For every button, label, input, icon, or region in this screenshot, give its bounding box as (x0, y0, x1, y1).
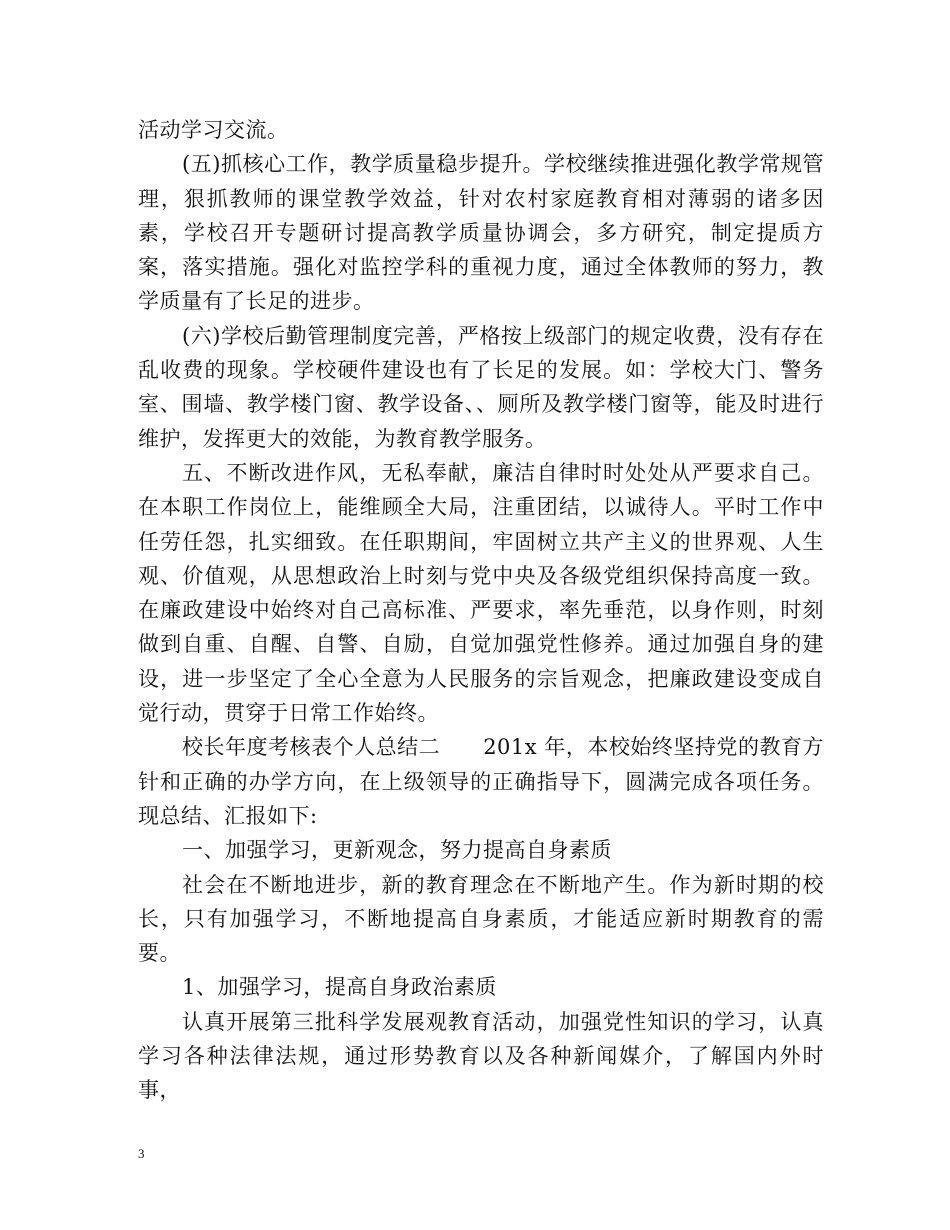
section-heading-study: 一、加强学习，更新观念，努力提高自身素质 (182, 838, 612, 863)
document-body (138, 113, 824, 1108)
paragraph-continuation: 活动学习交流。 (138, 118, 289, 142)
page-number: 3 (138, 1146, 145, 1161)
paragraph-political-study: 认真开展第三批科学发展观教育活动，加强党性知识的学习，认真学习各种法律法规，通过形势教育以及各种新闻媒介，了解国内外时事， (138, 1009, 824, 1103)
paragraph-summary-two-intro: 校长年度考核表个人总结二 201x 年，本校始终坚持党的教育方针和正确的办学方向，在上级领导的正确指导下，圆满完成各项任务。现总结、汇报如下: (138, 735, 824, 828)
paragraph-teaching-quality: (五)抓核心工作，教学质量稳步提升。学校继续推进强化教学常规管理，狠抓教师的课堂教学效益，针对农村家庭教育相对薄弱的诸多因素，学校召开专题研讨提高教学质量协调会，多方研究，制定提质方案，落实措施。强化对监控学科的重视力度，通过全体教师的努力，教学质量有了长足的进步。 (138, 152, 824, 314)
paragraph-work-style: 五、不断改进作风，无私奉献，廉洁自律时时处处从严要求自己。在本职工作岗位上，能维顾全大局，注重团结，以诚待人。平时工作中任劳任怨，扎实细致。在任职期间，牢固树立共产主义的世界观、人生观、价值观，从思想政治上时刻与党中央及各级党组织保持高度一致。在廉政建设中始终对自己高标准、严要求，率先垂范，以身作则，时刻做到自重、自醒、自警、自励，自觉加强党性修养。通过加强自身的建设，进一步坚定了全心全意为人民服务的宗旨观念，把廉政建设变成自觉行动，贯穿于日常工作始终。 (138, 460, 824, 726)
subheading-political-quality: 1、加强学习，提高自身政治素质 (182, 975, 497, 1000)
paragraph-logistics: (六)学校后勤管理制度完善，严格按上级部门的规定收费，没有存在乱收费的现象。学校硬件建设也有了长足的发展。如：学校大门、警务室、围墙、教学楼门窗、教学设备、、厕所及教学楼门窗等，能及时进行维护，发挥更大的效能，为教育教学服务。 (138, 323, 824, 451)
paragraph-study-need: 社会在不断地进步，新的教育理念在不断地产生。作为新时期的校长，只有加强学习，不断地提高自身素质，才能适应新时期教育的需要。 (138, 872, 824, 966)
